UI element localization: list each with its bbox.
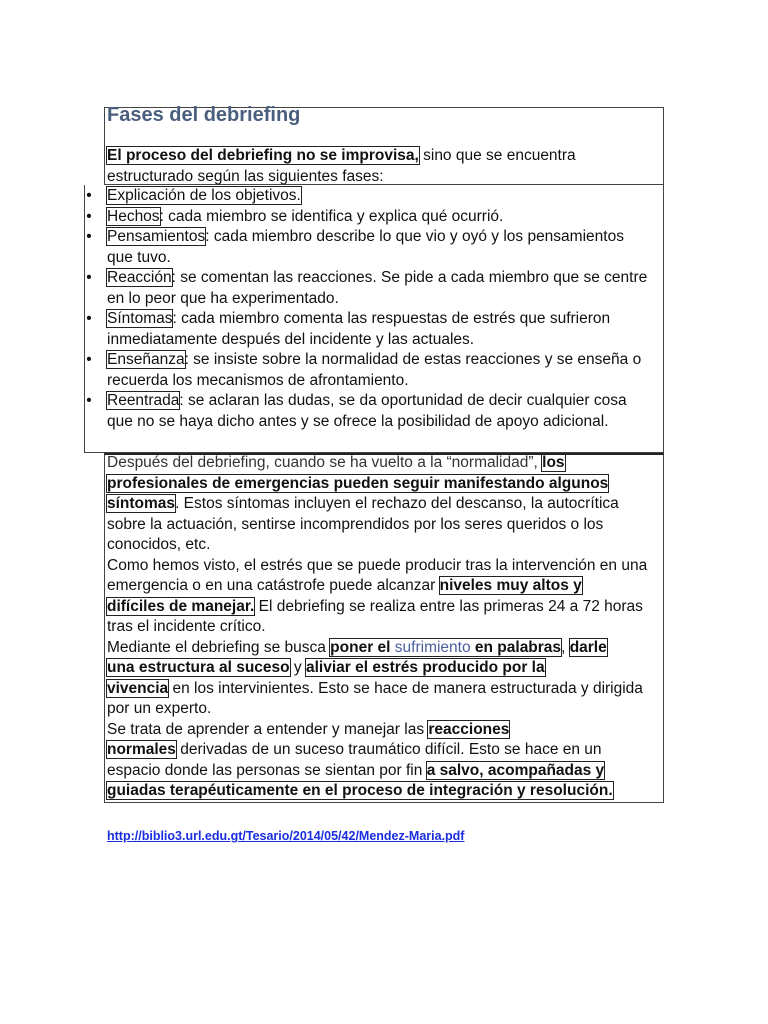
- learning-intro: Se trata de aprender a entender y manejar las: [107, 720, 429, 738]
- bullet-icon: •: [86, 269, 92, 286]
- stress-intro: Como hemos visto, el estrés que se puede producir tras la intervención en una emergencia o en una catástrofe puede alcanzar: [107, 556, 648, 594]
- list-item: [84, 207, 654, 228]
- stress-bold-2: difíciles de manejar.: [107, 597, 255, 615]
- bullet-icon: •: [86, 351, 92, 368]
- goals-bold-2a: darle: [569, 638, 607, 656]
- aftermath-rest: . Estos síntomas incluyen el rechazo del descanso, la autocrítica sobre la actuación, sentirse incomprendidos por los seres queridos o los conocidos, etc.: [107, 495, 619, 553]
- body-text: [107, 453, 659, 802]
- bullet-icon: •: [86, 187, 92, 204]
- list-item: [84, 186, 654, 207]
- aftermath-bold-2: profesionales de emergencias pueden seguir manifestando algunos: [107, 474, 609, 492]
- goals-bold-2b: una estructura al suceso: [107, 659, 290, 676]
- bullet-icon: •: [86, 392, 92, 409]
- phase-term: Hechos: [107, 207, 160, 225]
- list-item: [84, 268, 654, 309]
- phase-term: Reentrada: [107, 392, 180, 409]
- phase-term: Reacción: [107, 269, 172, 286]
- paragraph-aftermath: [107, 453, 659, 556]
- aftermath-intro: Después del debriefing, cuando se ha vuelto a la “normalidad”,: [107, 454, 543, 471]
- phase-desc: : cada miembro se identifica y explica qué ocurrió.: [159, 207, 504, 225]
- learning-bold-2a: a salvo, acompañadas y: [426, 761, 605, 779]
- phases-list: [84, 186, 654, 432]
- list-item: [84, 350, 654, 391]
- phase-desc: : se insiste sobre la normalidad de estas reacciones y se enseña o recuerda los mecanismos de afrontamiento.: [107, 351, 642, 389]
- page-title: Fases del debriefing: [107, 104, 301, 126]
- goals-bold-1c: en palabras: [470, 638, 562, 656]
- phase-term: Pensamientos: [107, 228, 206, 245]
- paragraph-goals: [107, 638, 659, 720]
- goals-bold-1a: poner el: [330, 638, 395, 656]
- goals-intro: Mediante el debriefing se busca: [107, 638, 331, 656]
- intro-rest: sino que se encuentra estructurado según las siguientes fases:: [107, 147, 576, 185]
- list-item: [84, 391, 654, 432]
- learning-mid: derivadas de un suceso traumático difícil. Esto se hace en un espacio donde las personas se sientan por fin: [107, 741, 602, 779]
- stress-rest: El debriefing se realiza entre las primeras 24 a 72 horas tras el incidente crítico.: [107, 597, 643, 635]
- goals-bold-3b: vivencia: [107, 679, 169, 697]
- phase-desc: : cada miembro describe lo que vio y oyó y los pensamientos que tuvo.: [107, 228, 624, 266]
- bullet-icon: •: [86, 207, 92, 225]
- goals-suffering-word: sufrimiento: [394, 638, 471, 656]
- stress-bold-1: niveles muy altos y: [439, 577, 582, 594]
- aftermath-bold-1: los: [542, 454, 565, 471]
- paragraph-stress: [107, 556, 659, 638]
- phase-desc: : se comentan las reacciones. Se pide a cada miembro que se centre en lo peor que ha experimentado.: [107, 269, 648, 307]
- intro-bold: El proceso del debriefing no se improvisa,: [107, 147, 419, 164]
- learning-bold-1a: reacciones: [428, 720, 510, 738]
- goals-bold-3a: aliviar el estrés producido por la: [306, 659, 545, 676]
- phase-term: Síntomas: [107, 310, 173, 327]
- list-item: [84, 309, 654, 350]
- phase-desc: : se aclaran las dudas, se da oportunidad de decir cualquier cosa que no se haya dicho antes y se ofrece la posibilidad de apoyo adicional.: [107, 392, 627, 430]
- paragraph-learning: [107, 720, 659, 802]
- phase-desc: : cada miembro comenta las respuestas de estrés que sufrieron inmediatamente después del incidente y las actuales.: [107, 310, 611, 348]
- learning-bold-1b: normales: [107, 741, 176, 758]
- aftermath-bold-3: síntomas: [107, 495, 176, 512]
- list-item: [84, 227, 654, 268]
- goals-rest: en los intervinientes. Esto se hace de manera estructurada y dirigida por un experto.: [107, 679, 643, 717]
- goals-bold-1: [330, 639, 561, 656]
- goals-sep-2: y: [289, 659, 306, 676]
- bullet-icon: •: [86, 310, 92, 327]
- phase-term: Explicación de los objetivos.: [107, 187, 301, 204]
- phase-term: Enseñanza: [107, 351, 185, 368]
- goals-sep-1: ,: [561, 638, 570, 656]
- bullet-icon: •: [86, 228, 92, 245]
- source-link[interactable]: http://biblio3.url.edu.gt/Tesario/2014/05/42/Mendez-Maria.pdf: [107, 829, 465, 843]
- learning-bold-2b: guiadas terapéuticamente en el proceso de integración y resolución.: [107, 782, 613, 799]
- intro-paragraph: [107, 146, 659, 187]
